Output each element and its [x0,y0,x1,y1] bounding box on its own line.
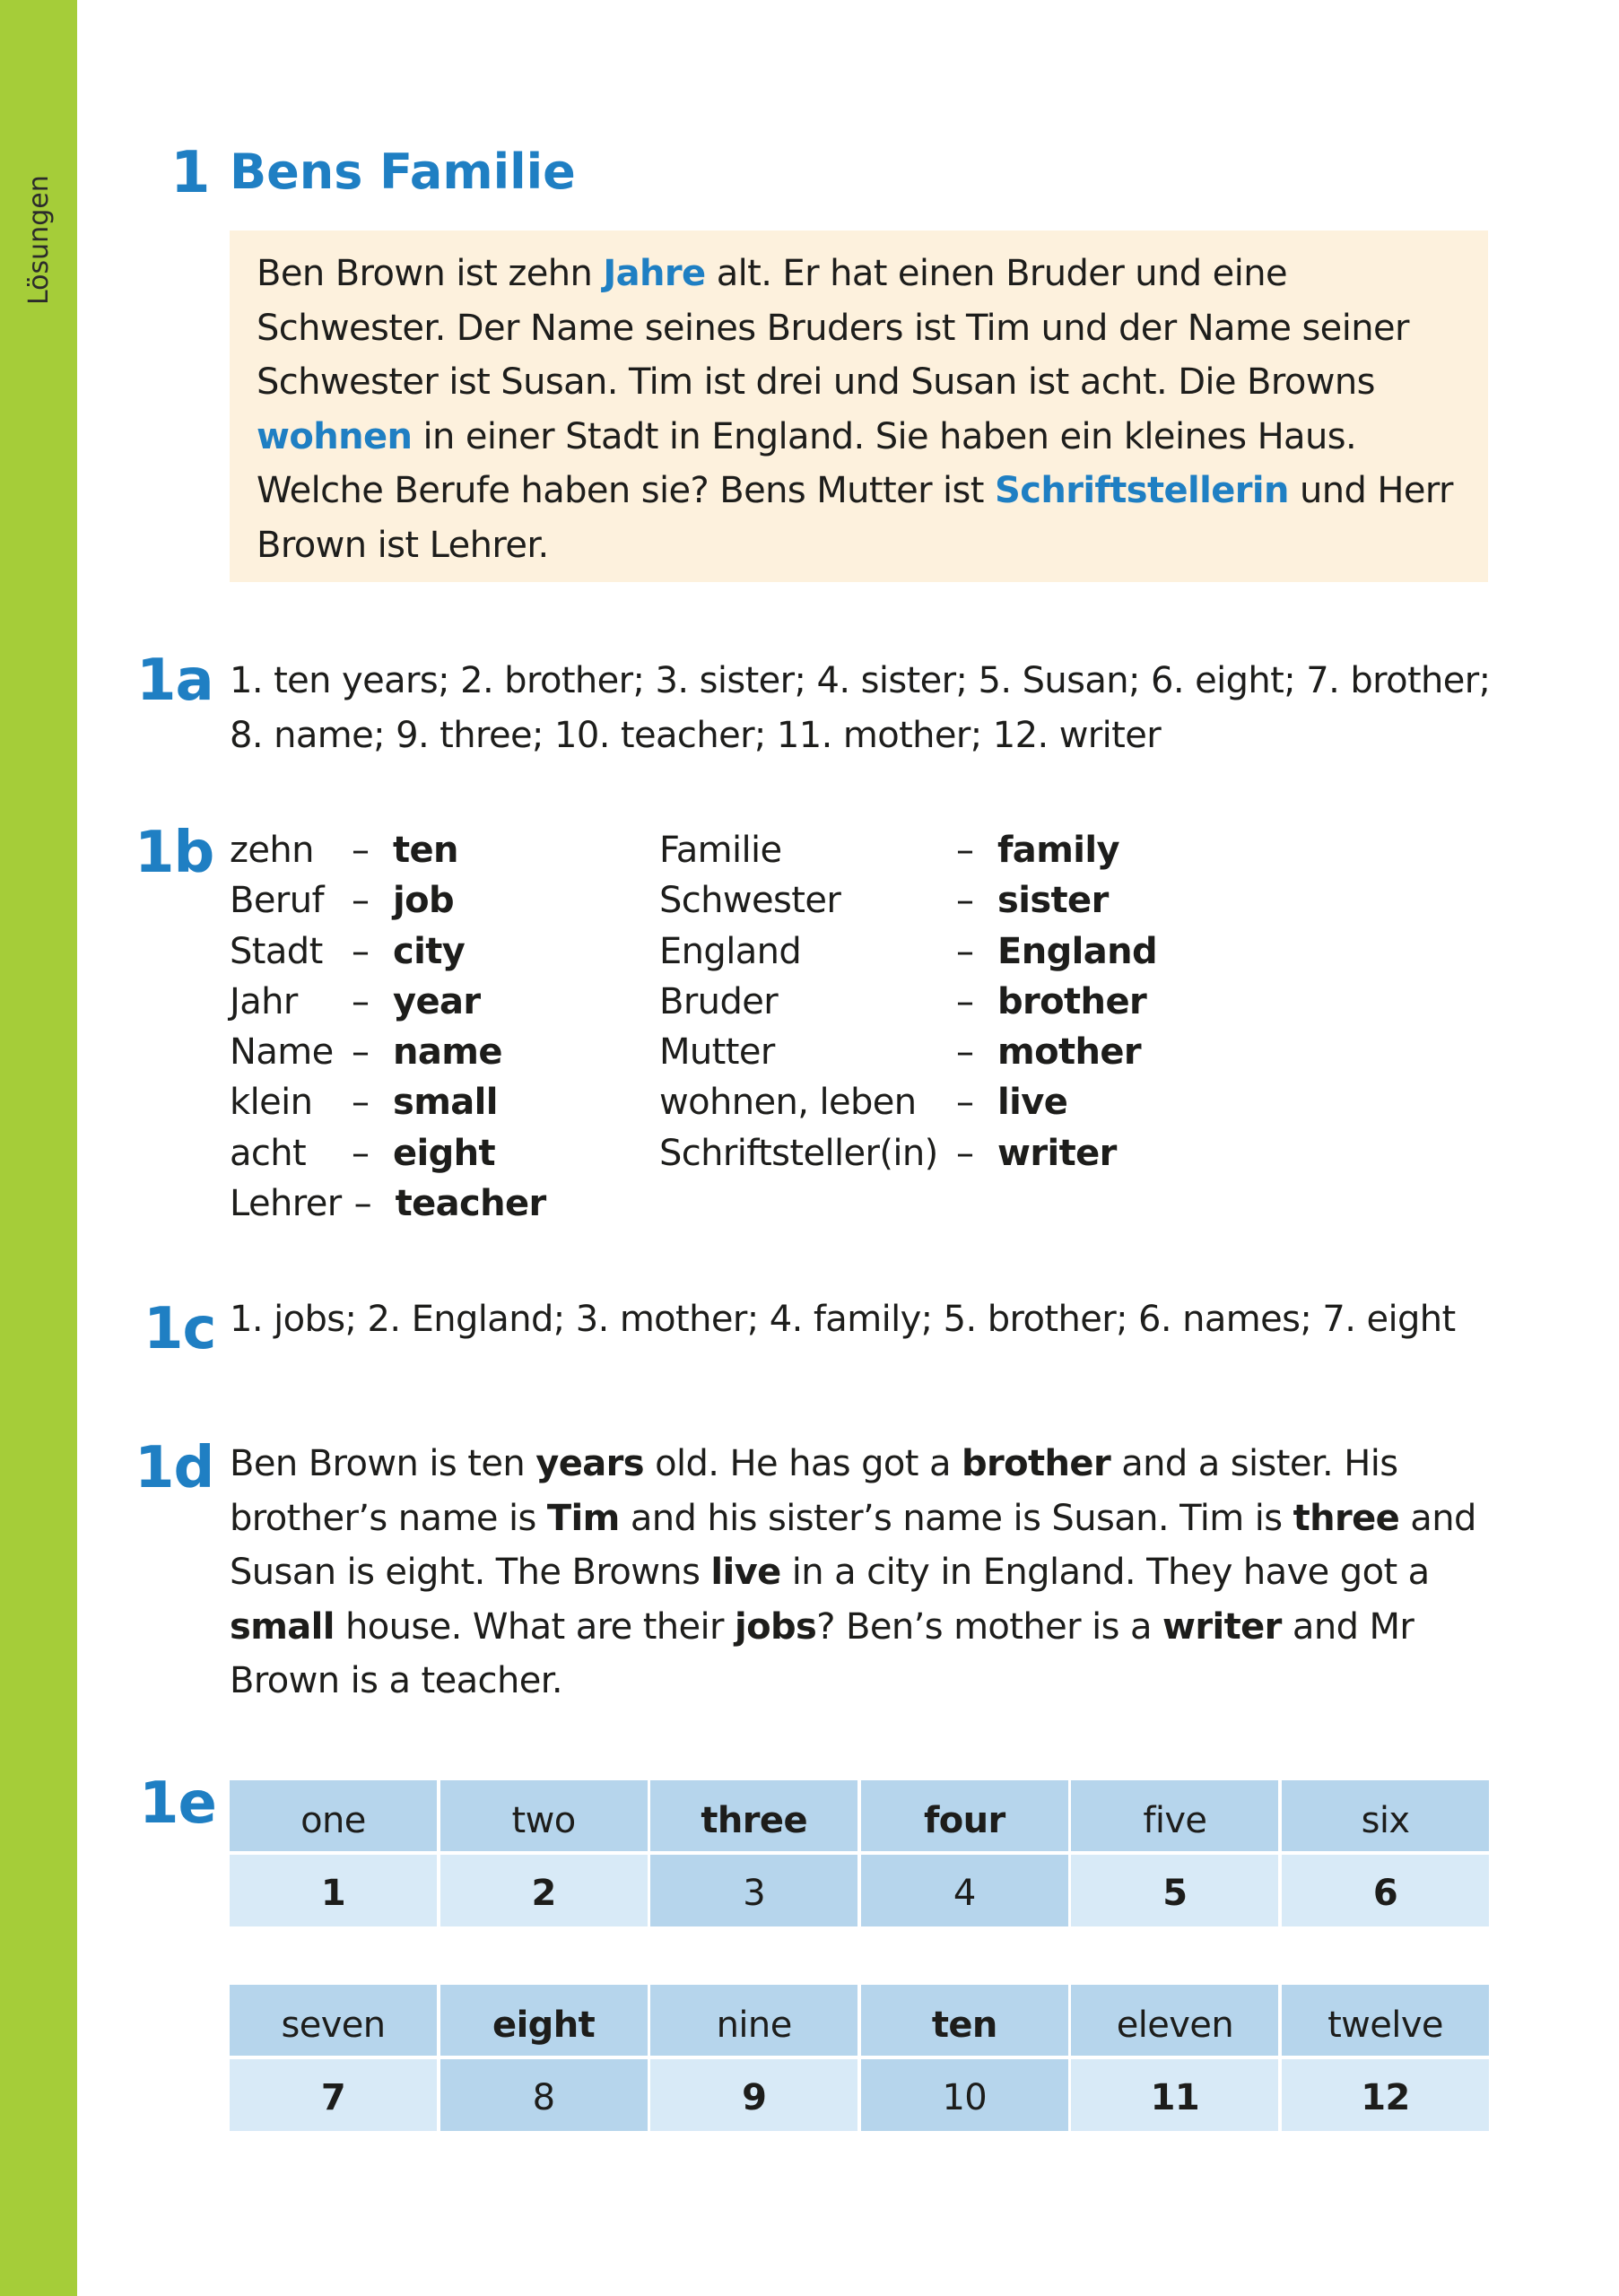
vocab-dash: – [956,880,974,922]
vocab-row [230,1077,606,1127]
intro-line [257,247,1488,301]
vocab-german: Familie [659,830,782,871]
table-number-cell: 6 [1282,1855,1489,1926]
table-number-cell: 4 [861,1855,1068,1926]
bold-answer: small [230,1605,335,1648]
highlighted-word: Jahre [603,253,706,294]
vocab-row [659,1077,1215,1127]
intro-line [257,301,1488,356]
vocab-english: eight [393,1132,496,1174]
vocab-german: Jahr [230,980,298,1022]
text-segment: in a city in England. They have got a [780,1552,1430,1593]
table-word-cell: eleven [1071,1985,1278,2056]
vocab-english: writer [997,1132,1117,1174]
bold-answer: Tim [546,1497,620,1539]
intro-line [257,355,1488,410]
sidebar-label: Lösungen [23,175,55,305]
vocab-dash: – [956,930,974,972]
intro-line [257,410,1488,465]
intro-box [230,230,1488,582]
vocab-row [230,1027,606,1077]
vocab-english: live [997,1082,1068,1124]
vocab-column-left [230,825,606,1229]
text-segment: and a sister. His [1110,1443,1398,1484]
vocab-english: teacher [395,1183,546,1225]
vocab-row [659,1027,1215,1077]
table-word-cell: five [1071,1780,1278,1851]
text-segment: Brown ist Lehrer. [257,524,549,566]
number-table [230,1985,1489,2133]
table-number-cell: 12 [1282,2059,1489,2131]
answer-line: 8. name; 9. three; 10. teacher; 11. mother; 12. writer [230,714,1162,756]
vocab-row [230,926,606,977]
exercise-1c-label: 1c [144,1296,216,1362]
vocab-row [659,977,1215,1027]
vocab-row [659,926,1215,977]
paragraph-line [230,1600,1476,1655]
vocab-german: Name [230,1031,334,1074]
bold-answer: live [710,1552,781,1593]
text-segment: alt. Er hat einen Bruder und eine [705,253,1287,294]
sidebar [0,0,77,2296]
vocab-dash: – [352,980,370,1022]
table-number-cell: 9 [650,2059,857,2131]
table-word-cell: six [1282,1780,1489,1851]
vocab-column-right [659,825,1215,1178]
table-number-cell: 10 [861,2059,1068,2131]
vocab-german: England [659,930,802,972]
vocab-dash: – [956,1031,974,1074]
vocab-row [230,825,606,875]
vocab-english: brother [997,980,1147,1022]
highlighted-word: wohnen [257,415,413,457]
vocab-german: Stadt [230,930,323,972]
table-number-cell: 2 [440,1855,648,1926]
bold-answer: writer [1162,1605,1282,1648]
vocab-german: Beruf [230,880,324,922]
number-table [230,1780,1489,1928]
exercise-1d-label: 1d [135,1435,214,1501]
text-segment: and Mr [1281,1605,1414,1648]
page-title: Bens Familie [230,144,576,200]
text-segment: brother’s name is [230,1497,547,1539]
exercise-1d-text [230,1437,1476,1709]
vocab-german: Lehrer [230,1183,342,1225]
table-number-cell: 7 [230,2059,437,2131]
text-segment: Susan is eight. The Browns [230,1552,711,1593]
vocab-row [230,977,606,1027]
table-number-cell: 1 [230,1855,437,1926]
table-number-cell: 5 [1071,1855,1278,1926]
table-number-cell: 8 [440,2059,648,2131]
vocab-dash: – [353,1183,371,1225]
table-word-cell: two [440,1780,648,1851]
text-segment: house. What are their [334,1605,736,1648]
paragraph-line [230,1437,1476,1492]
vocab-row [230,1128,606,1178]
vocab-german: Schriftsteller(in) [659,1132,938,1174]
vocab-row [659,875,1215,926]
vocab-english: mother [997,1031,1142,1074]
text-segment: and his sister’s name is Susan. Tim is [619,1497,1293,1539]
bold-answer: three [1293,1497,1400,1539]
vocab-english: year [393,980,481,1022]
exercise-1b-label: 1b [135,820,214,886]
table-word-cell: one [230,1780,437,1851]
table-number-cell: 3 [650,1855,857,1926]
vocab-row [659,825,1215,875]
vocab-dash: – [352,830,370,871]
text-segment: in einer Stadt in England. Sie haben ein kleines Haus. [412,415,1357,457]
text-segment: Schwester. Der Name seines Bruders ist Tim und der Name seiner [257,307,1409,349]
table-word-cell: ten [861,1985,1068,2056]
table-word-cell: seven [230,1985,437,2056]
table-word-cell: twelve [1282,1985,1489,2056]
vocab-dash: – [956,1132,974,1174]
vocab-dash: – [956,980,974,1022]
vocab-english: family [997,830,1119,871]
table-word-cell: four [861,1780,1068,1851]
bold-answer: jobs [735,1605,817,1648]
text-segment: and [1399,1497,1476,1539]
intro-line [257,518,1488,573]
vocab-english: job [393,880,455,922]
text-segment: und Herr [1288,470,1453,511]
exercise-1a-answers [230,654,1491,762]
exercise-1e-label: 1e [139,1770,216,1837]
paragraph-line [230,1545,1476,1600]
vocab-dash: – [352,1031,370,1074]
table-word-cell: eight [440,1985,648,2056]
text-segment: Ben Brown ist zehn [257,253,604,294]
vocab-english: small [393,1082,498,1124]
paragraph-line [230,1492,1476,1546]
intro-text [257,247,1488,572]
vocab-german: acht [230,1132,307,1174]
vocab-english: city [393,930,466,972]
text-segment: Brown is a teacher. [230,1660,563,1701]
paragraph-line [230,1654,1476,1709]
bold-answer: years [535,1443,644,1484]
vocab-german: klein [230,1082,313,1124]
vocab-dash: – [352,880,370,922]
vocab-german: wohnen, leben [659,1082,917,1124]
highlighted-word: Schriftstellerin [995,470,1289,511]
vocab-dash: – [352,1082,370,1124]
vocab-english: sister [997,880,1109,922]
vocab-row [230,1178,606,1229]
vocab-english: England [997,930,1158,972]
vocab-german: Bruder [659,980,779,1022]
exercise-1a-label: 1a [136,648,213,714]
vocab-dash: – [956,830,974,871]
exercise-1c-answers: 1. jobs; 2. England; 3. mother; 4. family; 5. brother; 6. names; 7. eight [230,1299,1456,1340]
text-segment: Schwester ist Susan. Tim ist drei und Susan ist acht. Die Browns [257,361,1375,403]
table-word-cell: three [650,1780,857,1851]
vocab-german: Schwester [659,880,841,922]
vocab-row [659,1128,1215,1178]
vocab-german: Mutter [659,1031,775,1074]
text-segment: Welche Berufe haben sie? Bens Mutter ist [257,470,995,511]
vocab-dash: – [352,1132,370,1174]
vocab-english: name [393,1031,502,1074]
answer-line: 1. ten years; 2. brother; 3. sister; 4. sister; 5. Susan; 6. eight; 7. brother; [230,660,1491,701]
vocab-row [230,875,606,926]
text-segment: Ben Brown is ten [230,1443,536,1484]
vocab-dash: – [956,1082,974,1124]
table-word-cell: nine [650,1985,857,2056]
table-number-cell: 11 [1071,2059,1278,2131]
intro-line [257,464,1488,518]
bold-answer: brother [961,1443,1111,1484]
text-segment: old. He has got a [643,1443,962,1484]
section-number: 1 [170,140,210,206]
vocab-german: zehn [230,830,314,871]
vocab-dash: – [352,930,370,972]
vocab-english: ten [393,830,458,871]
text-segment: ? Ben’s mother is a [816,1605,1163,1648]
